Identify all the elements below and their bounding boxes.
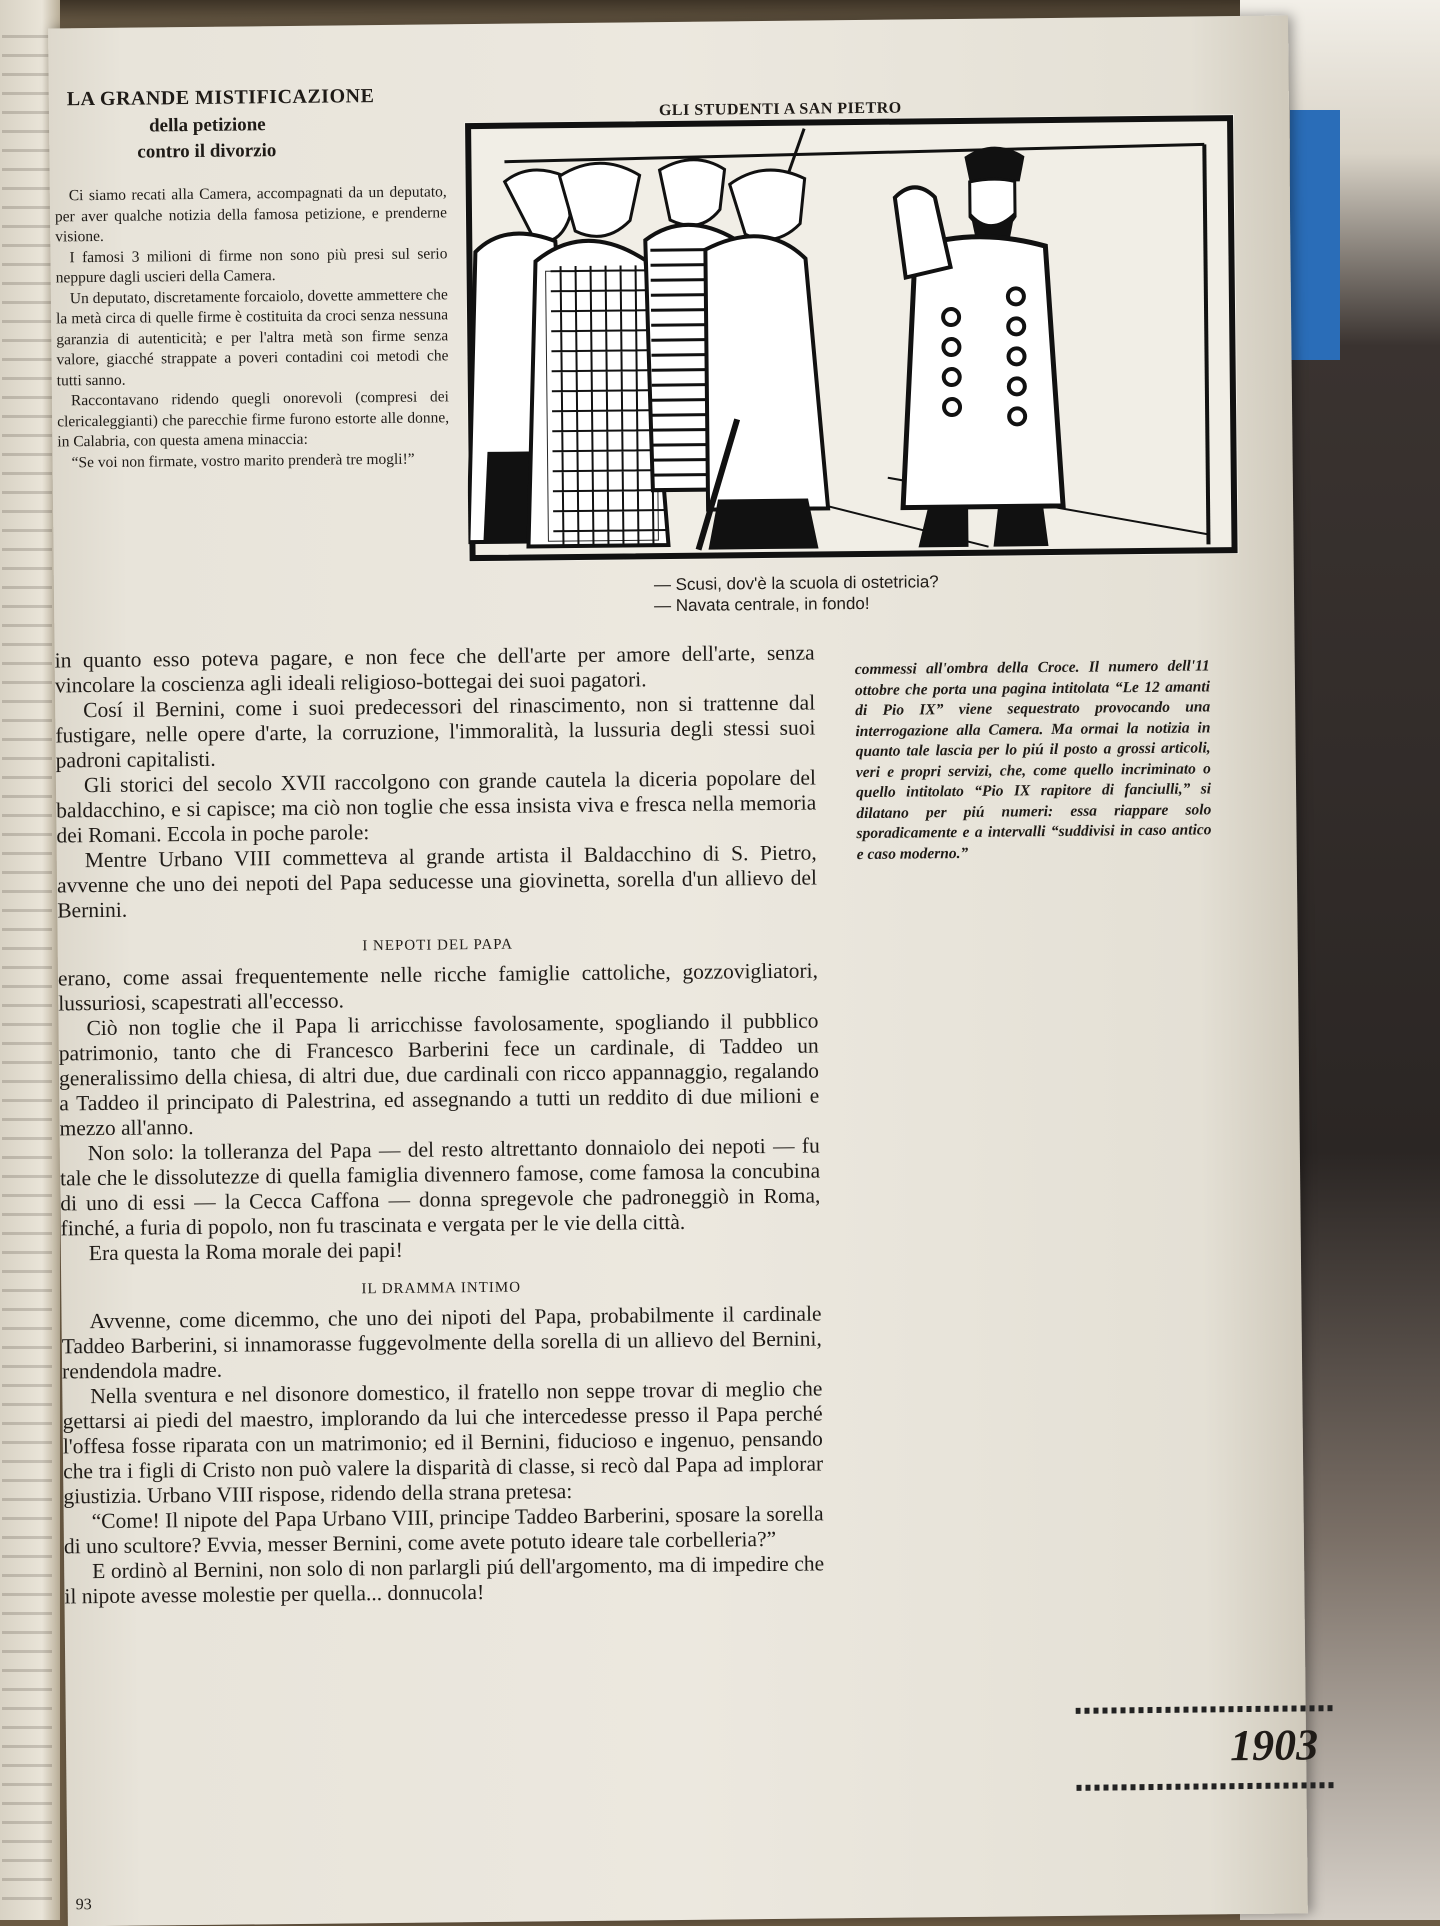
bernini-article (55, 640, 825, 1609)
background-blue-object (1290, 110, 1340, 360)
article-paragraph: Mentre Urbano VIII commetteva al grande artista il Baldacchino di S. Pietro, avvenne che uno dei nepoti del Papa seducesse una giovinetta, sorella d'un allievo del Bernini. (56, 840, 818, 923)
section-heading-nepoti: I NEPOTI DEL PAPA (362, 936, 514, 955)
article-paragraph: E ordinò al Bernini, non solo di non parlargli piú dell'argomento, ma di impedire che il nipote avesse molestie per quella... donnucola! (64, 1551, 825, 1609)
cartoon-caption (654, 571, 939, 616)
article-paragraph: Ciò non toglie che il Papa li arricchisse favolosamente, spogliando il pubblico patrimonio, tanto che di Francesco Barberini fece un cardinale, di Taddeo un generalissimo della chiesa, di altri due, due cardinali con ricco appannaggio, regalando a Taddeo il principato di Palestrina, ed assegnando a tutti un reddito di due milioni e mezzo all'anno. (58, 1008, 820, 1141)
year-marker (1076, 1705, 1337, 1791)
petition-paragraph: Raccontavano ridendo quegli onorevoli (compresi dei clericaleggianti) che parecchie firme furono estorte alle donne, in Calabria, con questa amena minaccia: (57, 388, 450, 451)
cartoon-illustration (464, 114, 1239, 562)
page-number: 93 (75, 1896, 92, 1914)
cartoon-title: GLI STUDENTI A SAN PIETRO (658, 99, 902, 120)
section-heading-dramma: IL DRAMMA INTIMO (361, 1279, 522, 1298)
headline-line3: contro il divorzio (137, 140, 277, 163)
headline-line2: della petizione (148, 114, 266, 137)
headline-line1: LA GRANDE MISTIFICAZIONE (66, 85, 375, 111)
caption-line2: — Navata centrale, in fondo! (654, 593, 870, 616)
caption-line1: — Scusi, dov'è la scuola di ostetricia? (653, 572, 939, 595)
year-divider-bottom (1076, 1782, 1336, 1791)
article-paragraph: “Come! Il nipote del Papa Urbano VIII, principe Taddeo Barberini, sposare la sorella di uno scultore? Evvia, messer Bernini, come avete potuto ideare tale corbelleria?” (63, 1501, 824, 1559)
petition-paragraph: Ci siamo recati alla Camera, accompagnati da un deputato, per aver qualche notizia della famosa petizione, e prenderne visione. (54, 183, 448, 246)
petition-paragraph: I famosi 3 milioni di firme non sono più presi sul serio neppure dagli uscieri della Camera. (55, 244, 448, 287)
article-paragraph: Nella sventura e nel disonore domestico, il fratello non seppe trovar di meglio che gettarsi ai piedi del maestro, implorando da lui che intercedesse presso il Papa perché l'offesa fosse riparata con un matrimonio; ed il Bernini, fiducioso e ingenuo, pensando che tra i figli di Cristo non può valere la disparità di classe, si recò dal Papa ad implorar giustizia. Urbano VIII rispose, ridendo della strana pretesa: (62, 1376, 824, 1509)
year-divider-top (1076, 1705, 1336, 1714)
side-note: commessi all'ombra della Croce. Il numero dell'11 ottobre che porta una pagina intitolata “Le 12 amanti di Pio IX” viene sequestrato provocando una interrogazione alla Camera. Ma ormai la notizia in quanto tale lascia per lo piú il posto a grossi articoli, veri e propri servizi, che, come quello incriminato o quello intitolato “Pio IX rapitore di fanciulli,” si dilatano per piú numeri: essa riappare solo sporadicamente e a intervalli “suddivisi in caso antico e caso moderno.” (854, 657, 1212, 863)
article-paragraph: Gli storici del secolo XVII raccolgono con grande cautela la diceria popolare del baldacchino, e si capisce; ma ciò non toglie che essa insista viva e fresca nella memoria dei Romani. Eccola in poche parole: (56, 765, 817, 848)
article-paragraph: Cosí il Bernini, come i suoi predecessori del rinascimento, non si trattenne dal fustigare, nelle opere d'arte, la corruzione, l'immoralità, la lussuria degli stessi suoi padroni capitalisti. (55, 690, 816, 773)
article-paragraph: Era questa la Roma morale dei papi! (88, 1237, 404, 1266)
year-label: 1903 (1229, 1720, 1319, 1771)
petition-paragraph: Un deputato, discretamente forcaiolo, dovette ammettere che la metà circa di quelle firme è costituita da croci senza nessuna garanzia di autenticità; e per l'altra metà son firme senza valore, giacché strappate a poveri contadini coi metodi che tutti sanno. (55, 285, 449, 389)
article-paragraph: Non solo: la tolleranza del Papa — del resto altrettanto donnaiolo dei nepoti — fu tale che le dissolutezze di quella famiglia divennero famose, come famosa la concubina di uno di essi — la Cecca Caffona — donna spregevole che padroneggiò in Roma, finché, a furia di popolo, non fu trascinata e vergata per le vie della città. (59, 1133, 821, 1241)
petition-article (55, 182, 450, 473)
article-paragraph: Avvenne, come dicemmo, che uno dei nipoti del Papa, probabilmente il cardinale Taddeo Barberini, si innamorasse fuggevolmente della sorella di un allievo del Bernini, rendendola madre. (61, 1301, 822, 1384)
article-paragraph: in quanto esso poteva pagare, e non fece che dell'arte per amore dell'arte, senza vincolare la coscienza agli ideali religioso-bottegai dei suoi pagatori. (54, 640, 815, 698)
book-page (48, 16, 1319, 1926)
article-paragraph: erano, come assai frequentemente nelle ricche famiglie cattoliche, gozzovigliatori, lussuriosi, scapestrati all'eccesso. (57, 958, 819, 1016)
petition-paragraph: “Se voi non firmate, vostro marito prenderà tre mogli!” (71, 450, 415, 471)
